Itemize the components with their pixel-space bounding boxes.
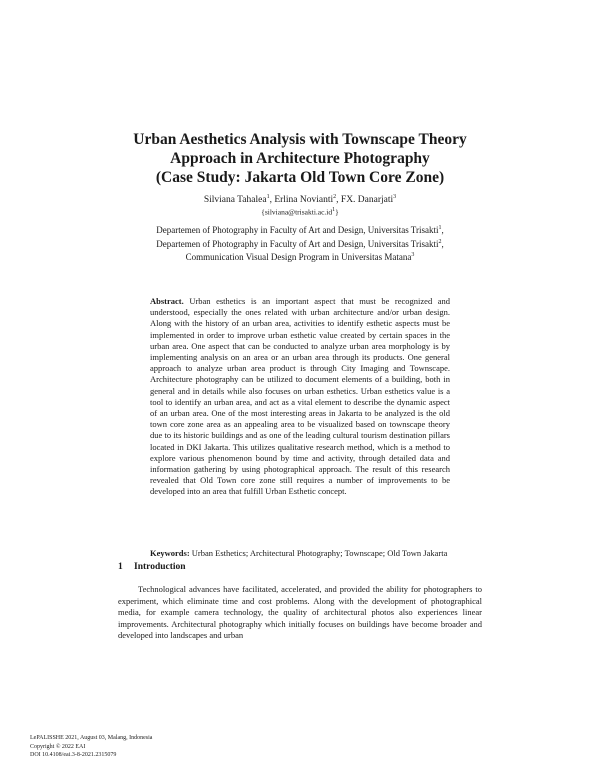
- email-sup: 1: [332, 207, 336, 213]
- affiliation-text: Departemen of Photography in Faculty of Art and Design, Universitas Trisakti: [156, 238, 439, 249]
- section-heading: [118, 562, 186, 572]
- title-line-3: (Case Study: Jakarta Old Town Core Zone): [155, 169, 445, 186]
- abstract: [150, 296, 450, 498]
- affiliation-suffix: ,: [441, 238, 444, 249]
- footer-copyright: Copyright © 2022 EAI: [30, 743, 86, 750]
- keywords: [150, 548, 450, 559]
- footer-doi[interactable]: DOI 10.4108/eai.3-8-2021.2315079: [30, 752, 117, 759]
- author-sup: 3: [393, 194, 397, 200]
- title-line-1: Urban Aesthetics Analysis with Townscape Theory: [133, 131, 467, 148]
- affiliation-text: Departemen of Photography in Faculty of Art and Design, Universitas Trisakti: [156, 225, 439, 235]
- affiliation-line: [0, 250, 600, 264]
- intro-paragraph: Technological advances have facilitated, accelerated, and provided the ability for photographers to experiment, which eliminate time and cost problems. Along with the development of photographical media, for example camera technology, the quality of architectural photos also experiences linear improvements. Architectural photography which initially focuses on buildings have become broader and developed into landscapes and urban: [118, 584, 482, 641]
- title-line-2: Approach in Architecture Photography: [170, 150, 430, 167]
- author-email[interactable]: [0, 205, 600, 218]
- section-number: 1: [118, 562, 123, 572]
- author-name: Silviana Tahalea: [203, 195, 267, 206]
- email-close: }: [335, 207, 339, 217]
- author-list: Silviana Tahalea$^1$, Erlina Novianti$^2$, FX. Danarjati$^3$: [203, 194, 397, 206]
- author-sup: 1: [266, 194, 270, 200]
- email-text[interactable]: {silviana@trisakti.ac.id: [261, 207, 333, 217]
- affiliations: [0, 223, 600, 264]
- section-title: Introduction: [134, 562, 186, 572]
- affiliation-sup: 2: [438, 238, 442, 245]
- affiliation-line: [0, 237, 600, 251]
- affiliation-sup: 1: [438, 225, 442, 231]
- affiliation-suffix: ,: [441, 225, 444, 235]
- affiliation-line: [0, 223, 600, 237]
- author-sup: 2: [333, 194, 337, 200]
- affiliation-text: Communication Visual Design Program in Universitas Matana: [185, 252, 412, 262]
- page-footer: [30, 734, 330, 760]
- paper-title: [0, 130, 600, 187]
- keywords-label: Keywords:: [150, 548, 190, 558]
- footer-conference: LePALISSHE 2021, August 03, Malang, Indonesia: [30, 735, 153, 741]
- abstract-text: Urban esthetics is an important aspect that must be recognized and understood, especially the ones related with urban architecture and/or urban design. Along with the history of an urban area, activities to identify esthetic aspects must be implemented in order to improve urban esthetic value created by certain spaces in the urban area. One aspect that can be conducted to analyze urban area morphology is by implementing analysis on an area or an urban area through its products. One general approach to analyze urban area product is through City Imaging and Townscape. Architecture photography can be utilized to document elements of a building, both in general and in details while also focuses on urban esthetics. Urban esthetics value is a tool to identify an urban area, and act as a vital element to describe the dynamic aspect of an urban area. One of the most interesting areas in Jakarta to be analyzed is the old town core zone area as an appealing area to be visualized based on townscape theory due to its historic buildings and as one of the leading cultural tourism destination pillars located in DKI Jakarta. This utilizes qualitative research method, which is a method to explore various phenomenon bound by time and activity, through detailed data and information gathering by using photographical approach. The result of this research revealed that Old Town core zone still requires a number of improvements to be developed into an area that fulfill Urban Esthetic concept.: [150, 296, 450, 497]
- affiliation-sup: 3: [411, 252, 415, 258]
- author-name: FX. Danarjati: [340, 195, 394, 206]
- keywords-text: Urban Esthetics; Architectural Photography; Townscape; Old Town Jakarta: [191, 548, 448, 558]
- abstract-label: Abstract.: [150, 296, 184, 306]
- author-name: Erlina Novianti: [274, 195, 334, 206]
